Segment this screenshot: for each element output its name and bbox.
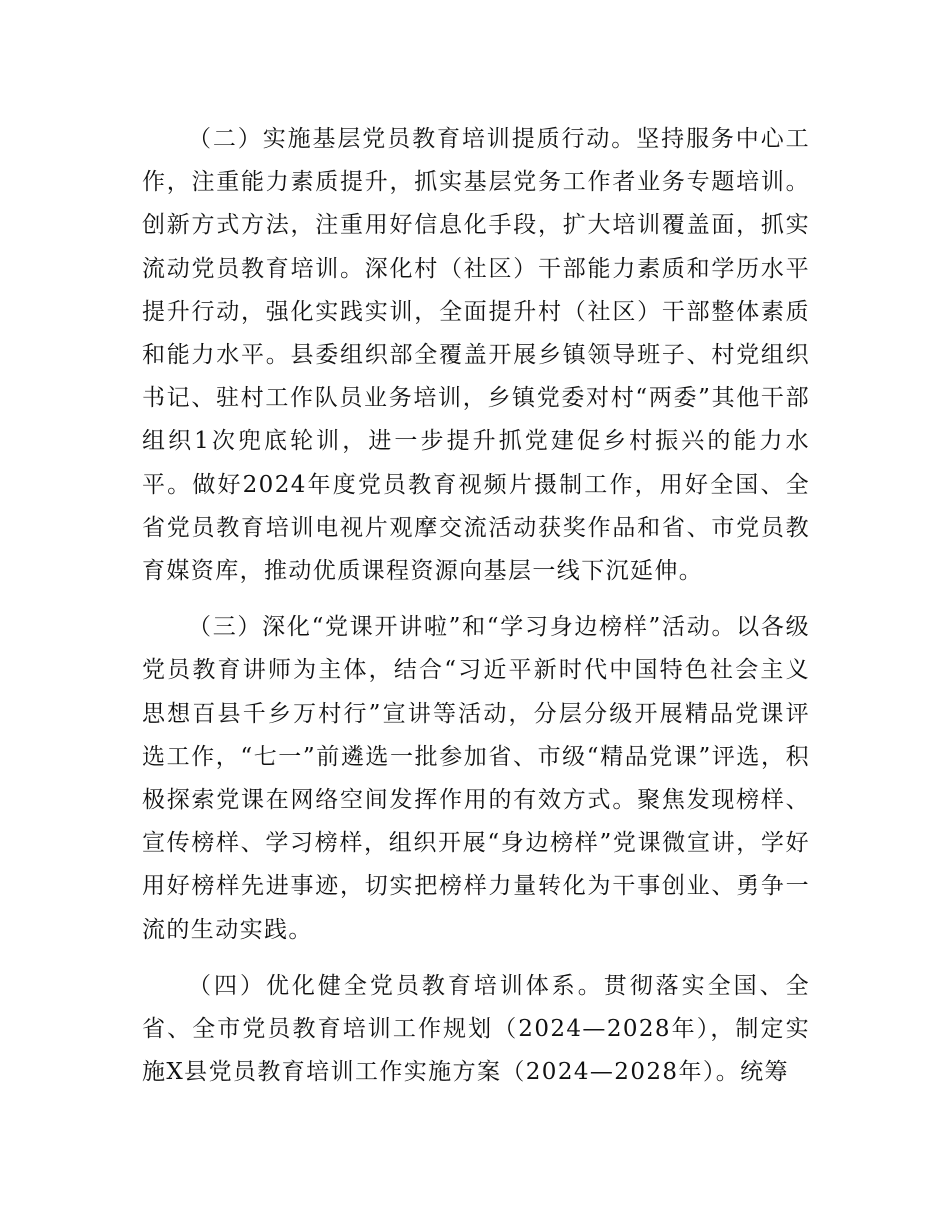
document-page [142,118,810,1107]
paragraph-3-party-lecture: （三）深化“党课开讲啦”和“学习身边榜样”活动。以各级党员教育讲师为主体，结合“习近平新时代中国特色社会主义思想百县千乡万村行”宣讲等活动，分层分级开展精品党课评选工作，“七一”前遴选一批参加省、市级“精品党课”评选，积极探索党课在网络空间发挥作用的有效方式。聚焦发现榜样、宣传榜样、学习榜样，组织开展“身边榜样”党课微宣讲，学好用好榜样先进事迹，切实把榜样力量转化为干事创业、勇争一流的生动实践。 [142,614,810,943]
paragraph-4-training-system: （四）优化健全党员教育培训体系。贯彻落实全国、全省、全市党员教育培训工作规划（2024—2028年），制定实施X县党员教育培训工作实施方案（2024—2028年）。统筹 [142,972,810,1086]
paragraph-2-training-action: （二）实施基层党员教育培训提质行动。坚持服务中心工作，注重能力素质提升，抓实基层党务工作者业务专题培训。创新方式方法，注重用好信息化手段，扩大培训覆盖面，抓实流动党员教育培训。深化村（社区）干部能力素质和学历水平提升行动，强化实践实训，全面提升村（社区）干部整体素质和能力水平。县委组织部全覆盖开展乡镇领导班子、村党组织书记、驻村工作队员业务培训，乡镇党委对村“两委”其他干部组织1次兜底轮训，进一步提升抓党建促乡村振兴的能力水平。做好2024年度党员教育视频片摄制工作，用好全国、全省党员教育培训电视片观摩交流活动获奖作品和省、市党员教育媒资库，推动优质课程资源向基层一线下沉延伸。 [142,126,810,585]
